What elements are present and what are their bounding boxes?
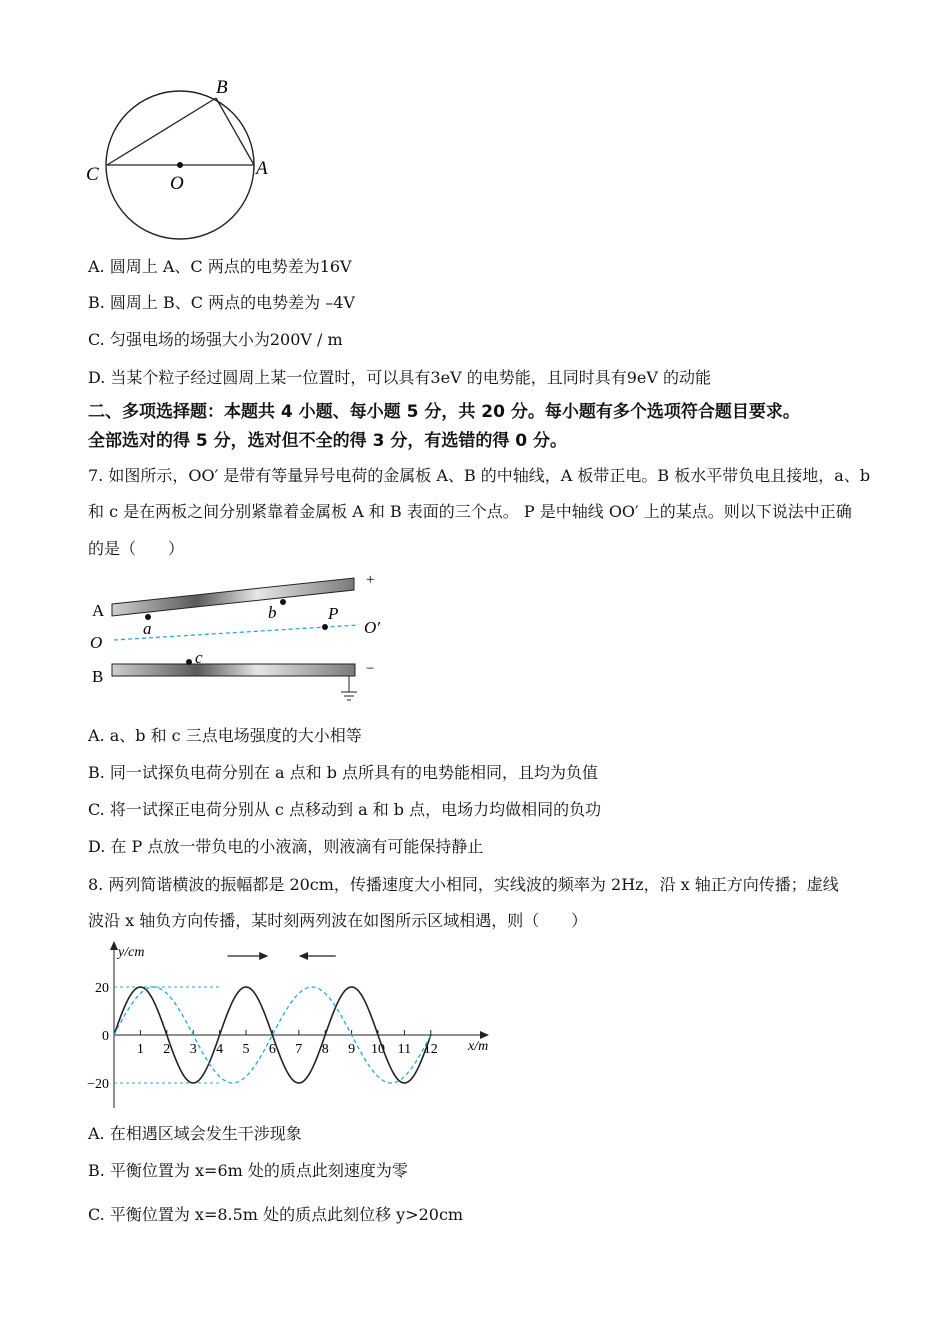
- capacitor-figure: [84, 570, 394, 710]
- q7-option-a: A. a、b 和 c 三点电场强度的大小相等: [88, 726, 362, 745]
- q7-stem-line1: 7. 如图所示，OO′ 是带有等量异号电荷的金属板 A、B 的中轴线，A 板带正电。B 板水平带负电且接地，a、b: [88, 466, 871, 485]
- point-p-dot: [322, 624, 328, 630]
- axis-o-prime-label: O′: [364, 618, 380, 637]
- x-axis-arrow: [480, 1031, 489, 1039]
- q7-option-b: B. 同一试探负电荷分别在 a 点和 b 点所具有的电势能相同，且均为负值: [88, 763, 599, 782]
- minus-sign: −: [366, 661, 375, 677]
- point-b-dot: [280, 599, 286, 605]
- section-heading-line1: 二、多项选择题：本题共 4 小题、每小题 5 分，共 20 分。每小题有多个选项符合题目要求。: [88, 402, 800, 422]
- q8-option-a: A. 在相遇区域会发生干涉现象: [88, 1124, 302, 1143]
- x-tick-label: 11: [397, 1042, 412, 1057]
- q6-option-a: A. 圆周上 A、C 两点的电势差为16V: [88, 257, 352, 276]
- y-tick-label: −20: [87, 1077, 109, 1092]
- circle-figure: [80, 70, 280, 250]
- q7-stem-line3: 的是（ ）: [88, 539, 185, 558]
- x-tick-label: 9: [348, 1042, 356, 1057]
- point-c-label: c: [195, 648, 203, 667]
- q7-option-d: D. 在 P 点放一带负电的小液滴，则液滴有可能保持静止: [88, 837, 484, 856]
- chord-ba: [216, 98, 254, 165]
- wave-chart: [84, 938, 504, 1118]
- y-tick-label: 20: [95, 981, 109, 996]
- q7-stem-line2: 和 c 是在两板之间分别紧靠着金属板 A 和 B 表面的三个点。 P 是中轴线 OO′ 上的某点。则以下说法中正确: [88, 502, 852, 521]
- q6-option-c: C. 匀强电场的场强大小为200V / m: [88, 330, 343, 349]
- label-b: B: [216, 77, 228, 98]
- x-tick-label: 4: [216, 1042, 224, 1057]
- y-tick-label: 0: [102, 1029, 109, 1044]
- plus-sign: +: [366, 572, 375, 588]
- arrow-right-head: [259, 952, 268, 960]
- label-a: A: [256, 158, 268, 179]
- q8-option-c: C. 平衡位置为 x=8.5m 处的质点此刻位移 y>20cm: [88, 1205, 464, 1224]
- x-tick-label: 7: [295, 1042, 303, 1057]
- point-a-label: a: [143, 619, 152, 638]
- x-tick-label: 12: [423, 1042, 438, 1057]
- q6-option-d: D. 当某个粒子经过圆周上某一位置时，可以具有3eV 的电势能，且同时具有9eV 的动能: [88, 368, 712, 387]
- q8-stem-line2: 波沿 x 轴负方向传播，某时刻两列波在如图所示区域相遇，则（ ）: [88, 911, 588, 930]
- x-axis-label: x/m: [468, 1039, 489, 1054]
- chord-cb: [107, 98, 216, 165]
- q8-stem-line1: 8. 两列简谐横波的振幅都是 20cm，传播速度大小相同，实线波的频率为 2Hz，沿 x 轴正方向传播；虚线: [88, 875, 839, 894]
- x-tick-label: 3: [189, 1042, 197, 1057]
- plate-a-label: A: [92, 601, 105, 620]
- center-dot: [177, 162, 183, 168]
- label-o: O: [170, 173, 184, 194]
- arrow-left-head: [299, 952, 308, 960]
- axis-o-label: O: [90, 633, 103, 652]
- point-c-dot: [186, 659, 192, 665]
- q8-option-b: B. 平衡位置为 x=6m 处的质点此刻速度为零: [88, 1161, 408, 1180]
- plate-a: [112, 578, 354, 616]
- point-p-label: P: [328, 604, 339, 623]
- point-b-label: b: [268, 603, 277, 622]
- y-axis-label: y/cm: [118, 945, 145, 960]
- x-tick-label: 8: [321, 1042, 329, 1057]
- q6-option-b: B. 圆周上 B、C 两点的电势差为 –4V: [88, 293, 355, 312]
- y-axis-arrow: [110, 941, 118, 950]
- q7-option-c: C. 将一试探正电荷分别从 c 点移动到 a 和 b 点，电场力均做相同的负功: [88, 800, 602, 819]
- x-tick-label: 10: [371, 1042, 385, 1057]
- x-tick-label: 2: [163, 1042, 171, 1057]
- x-tick-label: 5: [242, 1042, 250, 1057]
- x-tick-label: 6: [268, 1042, 276, 1057]
- label-c: C: [86, 164, 99, 185]
- plate-b: [112, 664, 355, 676]
- x-tick-label: 1: [136, 1042, 144, 1057]
- section-heading-line2: 全部选对的得 5 分，选对但不全的得 3 分，有选错的得 0 分。: [88, 431, 567, 451]
- plate-b-label: B: [92, 667, 104, 686]
